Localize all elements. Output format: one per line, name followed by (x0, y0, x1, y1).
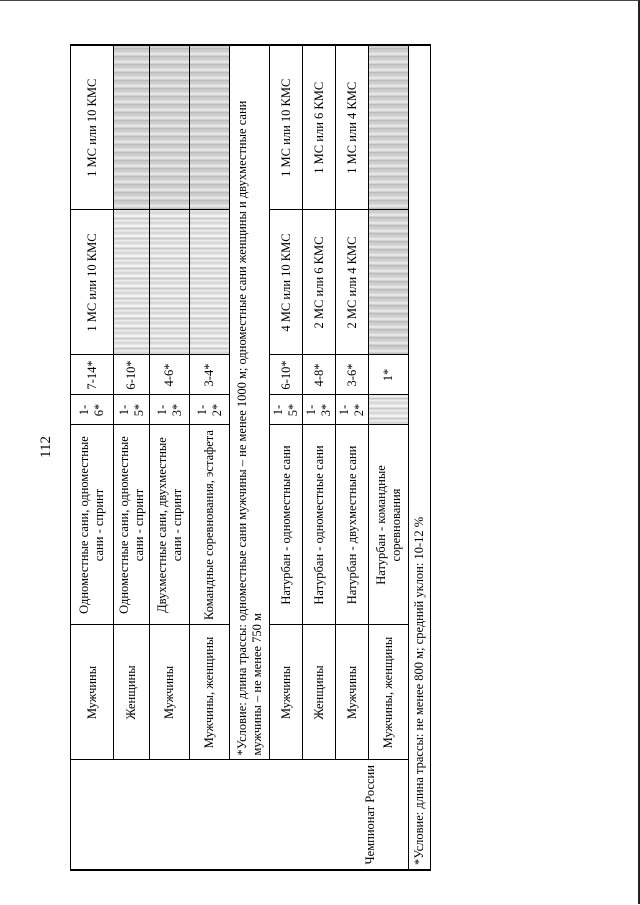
gender-cell: Женщины (114, 625, 150, 760)
place-cell: 3-4* (190, 355, 230, 395)
shaded-cell (114, 210, 150, 355)
qualification-table (70, 44, 431, 871)
norm-cell: 1 МС или 4 КМС (336, 45, 369, 210)
norm-cell: 1 МС или 10 КМС (71, 45, 114, 210)
table-row (336, 45, 369, 870)
discipline-cell: Натурбан - командные соревнования (369, 425, 409, 625)
discipline-cell: Натурбан - одноместные сани (303, 425, 336, 625)
table-row (114, 45, 150, 870)
table-row (369, 45, 409, 870)
place-cell: 1-5* (114, 395, 150, 425)
place-cell: 1-3* (150, 395, 190, 425)
shaded-cell (150, 210, 190, 355)
gender-cell: Мужчины (71, 625, 114, 760)
place-cell: 1-2* (336, 395, 369, 425)
condition-note: *Условие: длина трассы: не менее 800 м; средний уклон: 10-12 % (409, 45, 431, 870)
discipline-cell: Двухместные сани, двухместные сани - спринт (150, 425, 190, 625)
place-cell: 7-14* (71, 355, 114, 395)
table-row (190, 45, 230, 870)
shaded-cell (369, 45, 409, 210)
place-cell: 6-10* (270, 355, 303, 395)
championship-cell: Чемпионат России (71, 760, 409, 870)
norm-cell: 1 МС или 6 КМС (303, 45, 336, 210)
gender-cell: Женщины (303, 625, 336, 760)
place-cell: 1* (369, 355, 409, 395)
place-cell: 1-5* (270, 395, 303, 425)
condition-note: *Условие: длина трассы: одноместные сани мужчины – не менее 1000 м; одноместные сани женщины и двухместные сани мужчины – не менее 750 м (230, 45, 270, 760)
place-cell: 4-8* (303, 355, 336, 395)
place-cell: 1-3* (303, 395, 336, 425)
gender-cell: Мужчины, женщины (369, 625, 409, 760)
place-cell: 6-10* (114, 355, 150, 395)
norm-cell: 2 МС или 4 КМС (336, 210, 369, 355)
discipline-cell: Командные соревнования, эстафета (190, 425, 230, 625)
discipline-cell: Одноместные сани, одноместные сани - спринт (114, 425, 150, 625)
discipline-cell: Одноместные сани, одноместные сани - спринт (71, 425, 114, 625)
shaded-cell (150, 45, 190, 210)
gender-cell: Мужчины (150, 625, 190, 760)
norm-cell: 1 МС или 10 КМС (270, 45, 303, 210)
norm-cell: 4 МС или 10 КМС (270, 210, 303, 355)
table-row (71, 45, 114, 870)
norm-cell: 2 МС или 6 КМС (303, 210, 336, 355)
shaded-cell (190, 210, 230, 355)
place-cell: 1-2* (190, 395, 230, 425)
place-cell: 4-6* (150, 355, 190, 395)
gender-cell: Мужчины (336, 625, 369, 760)
table-row (230, 45, 270, 870)
shaded-cell (369, 395, 409, 425)
table-row (150, 45, 190, 870)
page-number: 112 (38, 436, 54, 458)
shaded-cell (369, 210, 409, 355)
place-cell: 1-6* (71, 395, 114, 425)
discipline-cell: Натурбан - двухместные сани (336, 425, 369, 625)
place-cell: 3-6* (336, 355, 369, 395)
shaded-cell (114, 45, 150, 210)
table-row (303, 45, 336, 870)
shaded-cell (190, 45, 230, 210)
table-row (409, 45, 431, 870)
gender-cell: Мужчины, женщины (190, 625, 230, 760)
discipline-cell: Натурбан - одноместные сани (270, 425, 303, 625)
gender-cell: Мужчины (270, 625, 303, 760)
norm-cell: 1 МС или 10 КМС (71, 210, 114, 355)
table-row (270, 45, 303, 870)
